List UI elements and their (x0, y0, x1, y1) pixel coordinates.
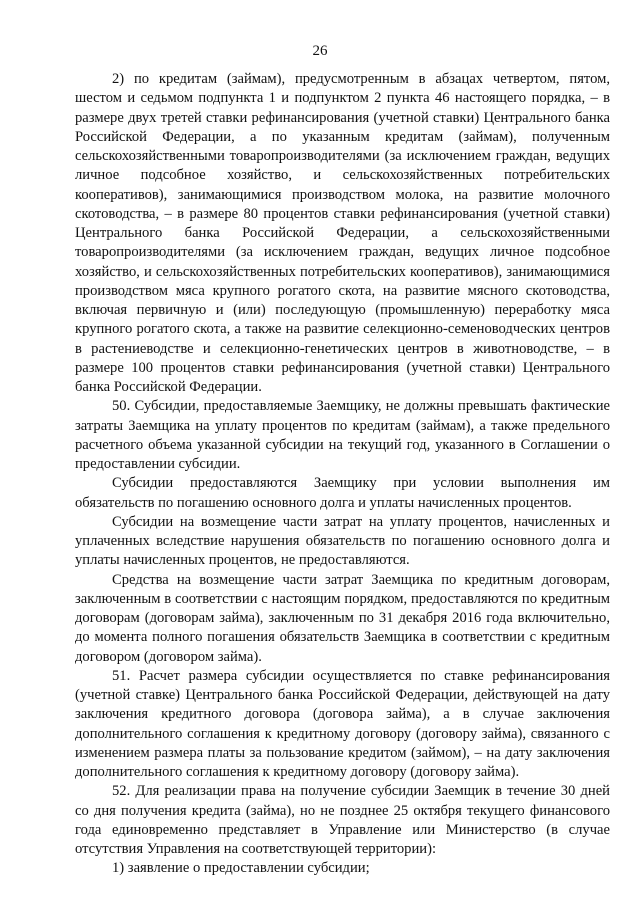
document-body (75, 70, 610, 879)
paragraph-subsidy-condition: Субсидии предоставляются Заемщику при условии выполнения им обязательств по погашению основного долга и уплаты начисленных процентов. (75, 475, 610, 511)
paragraph-funds-period: Средства на возмещение части затрат Заемщика по кредитным договорам, заключенным в соответствии с настоящим порядком, предоставляются по кредитным договорам (договорам займа), заключенным по 31 декабря 2016 года включительно, до момента полного погашения обязательств Заемщика в соответствии с кредитным договором (договором займа). (75, 571, 610, 665)
paragraph-list-item-1: 1) заявление о предоставлении субсидии; (112, 860, 370, 877)
paragraph-item-2: 2) по кредитам (займам), предусмотренным в абзацах четвертом, пятом, шестом и седьмом подпункта 1 и подпунктом 2 пункта 46 настоящего порядка, – в размере двух третей ставки рефинансирования (учетной ставки) Центрального банка Российской Федерации, а по указанным кредитам (займам), полученным сельскохозяйственными товаропроизводителями (за исключением граждан, ведущих личное подсобное хозяйство, и сельскохозяйственных потребительских кооперативов), занимающимися производством молока, на развитие молочного скотоводства, – в размере 80 процентов ставки рефинансирования (учетной ставки) Центрального банка Российской Федерации, а сельскохозяйственными товаропроизводителями (за исключением граждан, ведущих личное подсобное хозяйство, и сельскохозяйственных потребительских кооперативов), занимающимися производством мяса крупного рогатого скота, на развитие мясного скотоводства, включая первичную и (или) последующую (промышленную) переработку мяса крупного рогатого скота, а также на развитие селекционно-семеноводческих центров в растениеводстве и селекционно-генетических центров в животноводстве, – в размере 100 процентов ставки рефинансирования (учетной ставки) Центрального банка Российской Федерации. (75, 71, 610, 395)
paragraph-subsidy-exclusion: Субсидии на возмещение части затрат на уплату процентов, начисленных и уплаченных вследствие нарушения обязательств по погашению основного долга и уплаты начисленных процентов, не предоставляются. (75, 513, 610, 569)
paragraph-point-51: 51. Расчет размера субсидии осуществляется по ставке рефинансирования (учетной ставке) Центрального банка Российской Федерации, действующей на дату заключения кредитного договора (договора займа), а в случае заключения дополнительного соглашения к кредитному договору (договору займа), связанного с изменением размера платы за пользование кредитом (займом), – на дату заключения дополнительного соглашения к кредитному договору (договору займа). (75, 667, 610, 780)
paragraph-point-50: 50. Субсидии, предоставляемые Заемщику, не должны превышать фактические затраты Заемщика на уплату процентов по кредитам (займам), а также предельного расчетного объема указанной субсидии на текущий год, указанного в Соглашении о предоставлении субсидии. (75, 398, 610, 472)
paragraph-point-52: 52. Для реализации права на получение субсидии Заемщик в течение 30 дней со дня получения кредита (займа), но не позднее 25 октября текущего финансового года единовременно представляет в Управление или Министерство (в случае отсутствия Управления на соответствующей территории): (75, 783, 610, 857)
page-number: 26 (312, 43, 328, 59)
